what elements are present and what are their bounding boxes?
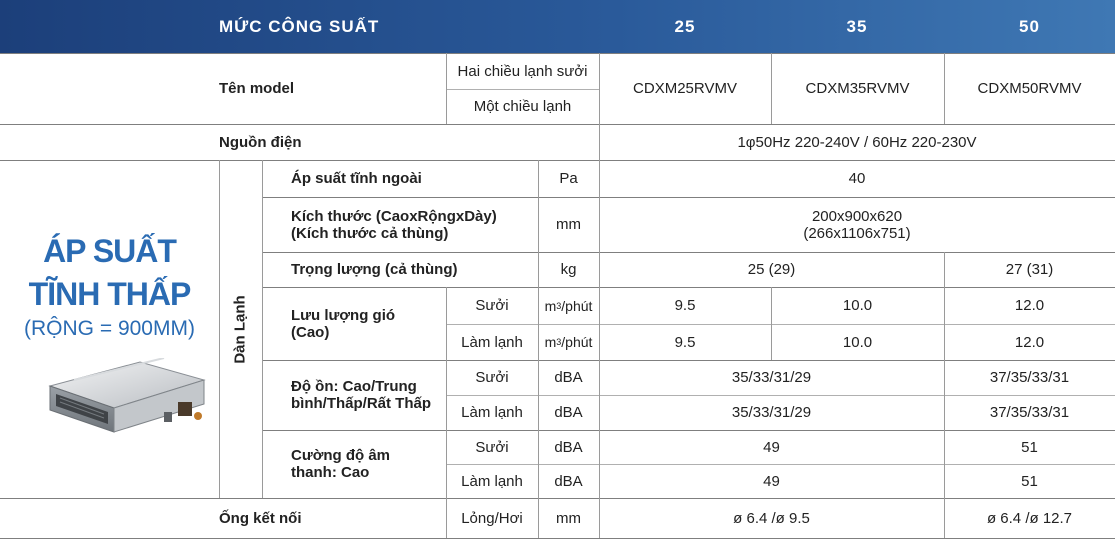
noise-heat-25-35: 35/33/31/29 bbox=[731, 369, 812, 386]
col-divider bbox=[262, 160, 263, 498]
capacity-35: 35 bbox=[846, 17, 868, 36]
sound-label bbox=[291, 430, 446, 498]
noise-label bbox=[291, 360, 446, 430]
sound-label-line2: thanh: Cao bbox=[291, 464, 370, 481]
sound-heat-50: 51 bbox=[1021, 438, 1038, 456]
airflow-label bbox=[291, 287, 446, 360]
unit-sup: 3 bbox=[556, 337, 562, 347]
noise-cool-25-35: 35/33/31/29 bbox=[731, 404, 812, 421]
pressure-label: Áp suất tĩnh ngoài bbox=[291, 170, 422, 187]
row-divider bbox=[0, 538, 1115, 539]
model-35: CDXM35RVMV bbox=[805, 80, 910, 97]
sound-label-line1: Cường độ âm bbox=[291, 447, 391, 464]
noise-heat-mode: Sưởi bbox=[475, 369, 509, 386]
size-label bbox=[291, 197, 538, 252]
indoor-unit-label-text: Dàn Lạnh bbox=[232, 294, 249, 364]
model-label: Tên model bbox=[219, 80, 295, 97]
airflow-heat-50: 12.0 bbox=[1014, 297, 1045, 314]
promo-line-3: (RỘNG = 900MM) bbox=[24, 317, 195, 340]
airflow-heat-unit bbox=[538, 287, 599, 324]
pipe-25-35: ø 6.4 /ø 9.5 bbox=[733, 509, 810, 527]
airflow-cool-mode: Làm lạnh bbox=[461, 333, 523, 351]
pipe-50: ø 6.4 /ø 12.7 bbox=[986, 509, 1073, 527]
capacity-50: 50 bbox=[1019, 17, 1040, 36]
power-value: 1φ50Hz 220-240V / 60Hz 220-230V bbox=[737, 133, 977, 151]
promo-line-2: TĨNH THẤP bbox=[28, 276, 191, 312]
airflow-label-line2: (Cao) bbox=[291, 323, 330, 341]
noise-cool-50: 37/35/33/31 bbox=[989, 404, 1070, 421]
pressure-value: 40 bbox=[848, 170, 866, 187]
noise-heat-50: 37/35/33/31 bbox=[989, 369, 1070, 386]
airflow-label-line1: Lưu lượng gió bbox=[291, 306, 396, 324]
weight-unit: kg bbox=[560, 261, 577, 278]
unit-rest: /phút bbox=[561, 334, 593, 350]
low-static-promo bbox=[0, 160, 219, 498]
unit-m: m bbox=[544, 297, 557, 314]
sound-cool-50: 51 bbox=[1021, 472, 1038, 490]
noise-label-line2: bình/Thấp/Rất Thấp bbox=[291, 395, 431, 412]
sound-heat-25-35: 49 bbox=[763, 438, 780, 456]
model-50: CDXM50RVMV bbox=[977, 80, 1082, 97]
airflow-cool-unit bbox=[538, 324, 599, 360]
promo-line-1: ÁP SUẤT bbox=[43, 233, 176, 269]
model-type-heat: Hai chiều lạnh sưởi bbox=[457, 62, 588, 80]
capacity-title: MỨC CÔNG SUẤT bbox=[219, 17, 380, 36]
weight-label: Trọng lượng (cả thùng) bbox=[291, 261, 458, 278]
model-25: CDXM25RVMV bbox=[633, 80, 737, 97]
unit-rest: /phút bbox=[561, 297, 593, 314]
airflow-cool-50: 12.0 bbox=[1014, 333, 1045, 351]
sound-heat-mode: Sưởi bbox=[475, 438, 509, 456]
capacity-header-bar bbox=[0, 0, 1115, 53]
size-label-line2: (Kích thước cả thùng) bbox=[291, 224, 449, 242]
size-unit: mm bbox=[556, 216, 581, 233]
size-label-line1: Kích thước (CaoxRộngxDày) bbox=[291, 207, 497, 225]
sound-cool-25-35: 49 bbox=[763, 472, 780, 490]
unit-m: m bbox=[544, 334, 557, 350]
pressure-unit: Pa bbox=[559, 170, 578, 187]
sound-heat-unit: dBA bbox=[554, 438, 583, 456]
pipe-label: Ống kết nối bbox=[219, 509, 302, 527]
unit-sup: 3 bbox=[556, 300, 562, 311]
capacity-25: 25 bbox=[674, 17, 696, 36]
noise-label-line1: Độ ồn: Cao/Trung bbox=[291, 378, 417, 395]
weight-25-35: 25 (29) bbox=[747, 261, 796, 278]
airflow-heat-mode: Sưởi bbox=[475, 297, 509, 314]
size-value-line1: 200x900x620 bbox=[811, 207, 903, 225]
noise-cool-mode: Làm lạnh bbox=[461, 404, 523, 421]
airflow-heat-35: 10.0 bbox=[842, 297, 873, 314]
noise-cool-unit: dBA bbox=[554, 404, 583, 421]
pipe-unit: mm bbox=[556, 509, 581, 527]
size-value bbox=[599, 197, 1115, 252]
sound-cool-unit: dBA bbox=[554, 472, 583, 490]
pipe-sub: Lỏng/Hơi bbox=[461, 509, 523, 527]
airflow-cool-35: 10.0 bbox=[842, 333, 873, 351]
indoor-unit-group-label bbox=[219, 160, 262, 498]
model-type-cool: Một chiều lạnh bbox=[473, 98, 572, 115]
airflow-heat-25: 9.5 bbox=[674, 297, 696, 314]
airflow-cool-25: 9.5 bbox=[674, 333, 696, 351]
sound-cool-mode: Làm lạnh bbox=[461, 472, 523, 490]
noise-heat-unit: dBA bbox=[554, 369, 583, 386]
ducted-unit-image bbox=[44, 358, 210, 444]
power-label: Nguồn điện bbox=[219, 133, 302, 151]
weight-50: 27 (31) bbox=[1005, 261, 1054, 278]
size-value-line2: (266x1106x751) bbox=[803, 224, 911, 242]
